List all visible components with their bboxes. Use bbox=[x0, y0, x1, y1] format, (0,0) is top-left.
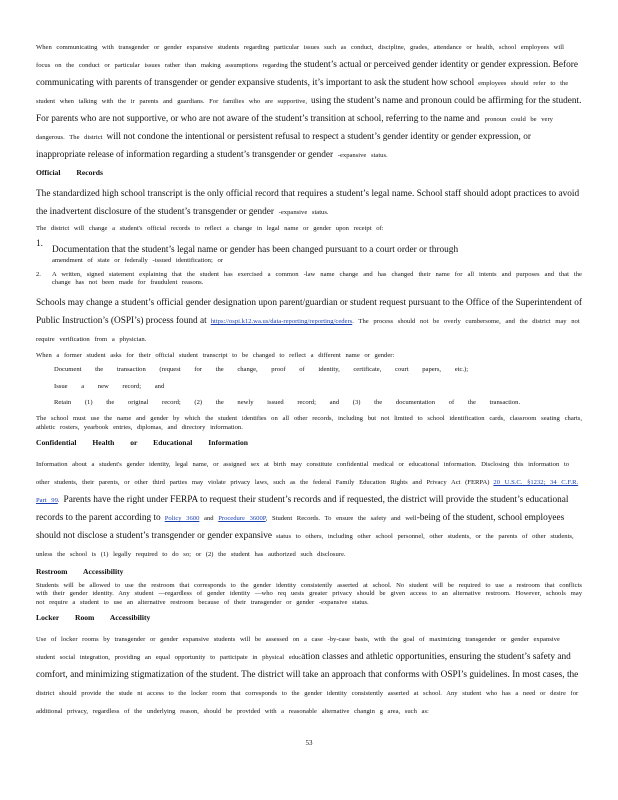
bullet-2-icon bbox=[36, 383, 54, 391]
confidential-text-large-2: -being of the student, school employees should not disclose a student’s transgender or gender expansive bbox=[36, 512, 565, 541]
locker-text-large-1: ation classes and athletic opportunities, ensuring the student’s safety and comfort, and minimizing stigmatization of the student. The district will take an approach that conforms with OSPI’s guidelines. In most cases, the bbox=[36, 651, 579, 680]
restroom-heading: Restroom Accessibility bbox=[36, 566, 124, 576]
bullet-3-icon bbox=[36, 399, 54, 407]
confidential-text-small-1-end: . bbox=[57, 496, 60, 504]
official-gender-designation-paragraph bbox=[36, 292, 582, 346]
confidential-text-large-1: Parents have the right under FERPA to request their student’s records and if requested, the district will provide the student’s educational records to the parent according to bbox=[36, 494, 569, 523]
intro-text-large-3: will not condone the intentional or persistent refusal to respect a student’s gender identity or gender expression, or inappropriate release of information regarding a student’s transgender or gender bbox=[36, 132, 531, 160]
former-student-intro: When a former student asks for their official student transcript to be changed to reflect a different name or gender: bbox=[36, 352, 395, 360]
confidential-paragraph bbox=[36, 453, 582, 561]
intro-text-small-1: When communicating with transgender or gender expansive students regarding particular issues such as conduct, discipline, grades, attendance or health, school employees will focus on the conduct or particular issues rather than making assumptions regarding bbox=[36, 44, 564, 69]
ferpa-citation-link[interactable]: 20 U.S.C. §1232; 34 C.F.R. Part 99 bbox=[36, 478, 579, 504]
ospi-link[interactable]: https://ospi.k12.wa.us/data-reporting/reporting/ceders bbox=[210, 318, 353, 326]
locker-text-small-1: Use of locker rooms by transgender or gender expansive students will be assessed on a case -by-case basis, with the goal of maximizing transgender or gender expansive student social integration, providing an equal opportunity to participate in physical educ bbox=[36, 635, 560, 661]
numbered-item-1 bbox=[36, 239, 582, 265]
other-records-paragraph: The school must use the name and gender by which the student identifies on all other records, including but not limited to school identification cards, classroom seating charts, athletic rosters, yearbook entries, diplomas, and directory information. bbox=[36, 415, 582, 431]
numbered-item-2-text: A written, signed statement explaining that the student has exercised a common -law name change and has changed their name for all intents and purposes and that the change has not been made for fraudulent reasons. bbox=[52, 270, 582, 286]
document-page bbox=[36, 36, 582, 724]
numbered-item-2-number: 2. bbox=[36, 270, 41, 278]
numbered-item-1-number: 1. bbox=[36, 239, 43, 250]
confidential-text-small-3: status to others, including other school personnel, other students, or the parents of other students, unless the school is (1) legally required to do so; or (2) the student has authorized such disclosure. bbox=[36, 532, 574, 558]
procedure-3600p-link[interactable]: Procedure 3600P bbox=[218, 514, 266, 522]
official-text-large-2: Schools may change a student’s official gender designation upon parent/guardian or student request pursuant to the Office of the Superintendent of Public Instruction’s (OSPI’s) process found at bbox=[36, 298, 582, 327]
bullet-item-2 bbox=[36, 383, 582, 391]
locker-text-small-2: district should provide the stude nt access to the locker room that corresponds to the gender identity consistently asserted at school. Any student who has a need or desire for additional privacy, regardless of the underlying reason, should be provided with a reasonable alternative changin g area, such as: bbox=[36, 689, 579, 715]
confidential-and-text: and bbox=[199, 514, 219, 522]
confidential-text-small-1: Information about a student's gender identity, legal name, or assigned sex at birth may constitute confidential medical or educational information. Disclosing this information to other students, their parents, or other third parties may violate privacy laws, such as the federal Family Education Rights and Privacy Act (FERPA) bbox=[36, 460, 570, 486]
bullet-item-1 bbox=[36, 366, 582, 374]
page-number: 53 bbox=[305, 739, 313, 747]
intro-paragraph bbox=[36, 36, 582, 162]
restroom-paragraph: Students will be allowed to use the restroom that corresponds to the gender identity consistently asserted at school. No student will be required to use a restroom that conflicts with their gender identity. Any student —regardless of gender identity —who req uests greater privacy should be given access to an alternative restroom. However, schools may not require a student to use an alternative restroom because of their transgender or gender -expansive status. bbox=[36, 581, 582, 606]
intro-text-large-2: using the student’s name and pronoun could be affirming for the student. For parents who are not supportive, or who are not aware of the student’s transition at school, referring to the name and bbox=[36, 96, 582, 124]
numbered-item-1-text-large: Documentation that the student’s legal name or gender has been changed pursuant to a court order or through bbox=[52, 245, 459, 256]
bullet-item-3 bbox=[36, 399, 582, 407]
bullet-3-text: Retain (1) the original record; (2) the newly issued record; and (3) the documentation of the transaction. bbox=[54, 399, 521, 407]
intro-text-large-1: the student’s actual or perceived gender identity or gender expression. Before communicating with parents of transgender or gender expansive students, it’s important to ask the student how school bbox=[36, 60, 578, 88]
official-change-intro: The district will change a student's official records to reflect a change in legal name or gender upon receipt of: bbox=[36, 225, 384, 232]
intro-text-small-2: employees should refer to the student when talking with the ir parents and guardians. For families who are supportive, bbox=[36, 80, 569, 105]
confidential-text-small-2: , Student Records. To ensure the safety and well bbox=[265, 514, 417, 522]
intro-text-small-3: pronoun could be very dangerous. The district bbox=[36, 116, 553, 141]
official-text-small-1: -expansive status. bbox=[274, 209, 329, 216]
bullet-1-icon bbox=[36, 366, 54, 374]
intro-text-small-4: -expansive status. bbox=[333, 152, 388, 159]
bullet-1-text: Document the transaction (request for the change, proof of identity, certificate, court papers, etc.); bbox=[54, 366, 469, 374]
policy-3600-link[interactable]: Policy 3600 bbox=[164, 514, 200, 522]
numbered-item-1-text-small: amendment of state or federally -issued identification; or bbox=[52, 257, 223, 265]
locker-room-paragraph bbox=[36, 628, 582, 718]
bullet-2-text: Issue a new record; and bbox=[54, 382, 165, 390]
official-records-heading: Official Records bbox=[36, 168, 103, 177]
confidential-heading: Confidential Health or Educational Information bbox=[36, 437, 248, 447]
locker-room-heading: Locker Room Accessibility bbox=[36, 612, 151, 622]
numbered-item-1-body bbox=[52, 239, 458, 265]
official-text-small-3: . The process should not be overly cumbersome, and the district may not require verification from a physician. bbox=[36, 318, 580, 344]
official-text-large-1: The standardized high school transcript is the only official record that requires a student’s legal name. School staff should adopt practices to avoid the inadvertent disclosure of the student’s transgender or gender bbox=[36, 189, 580, 217]
official-records-paragraph bbox=[36, 183, 582, 219]
numbered-item-2 bbox=[36, 271, 582, 288]
